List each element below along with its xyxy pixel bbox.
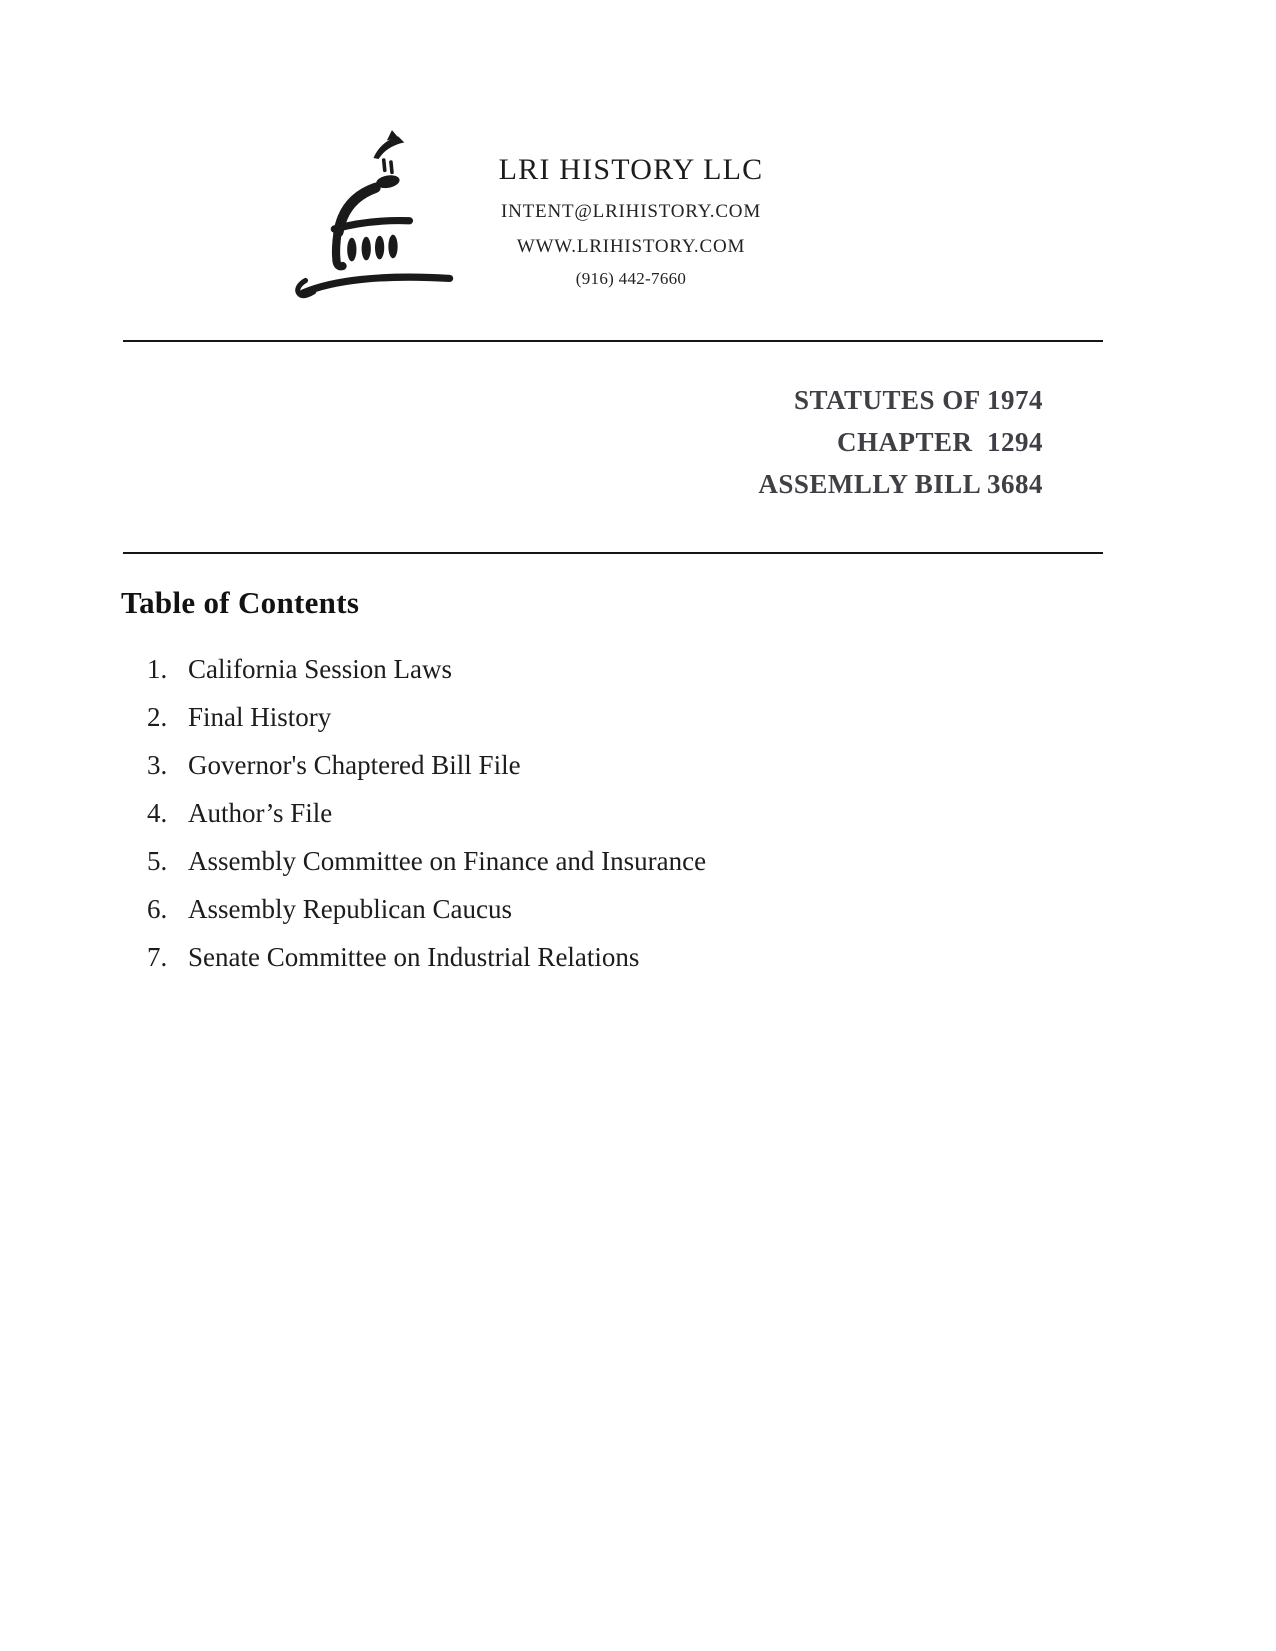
toc-item-number: 4. xyxy=(147,798,168,828)
toc-title: Table of Contents xyxy=(121,585,360,620)
toc-item-number: 1. xyxy=(147,654,168,684)
chapter-line: CHAPTER 1294 xyxy=(836,427,1043,457)
toc-item-number: 7. xyxy=(147,942,168,972)
capitol-dome-icon xyxy=(293,124,458,299)
toc-item-label: California Session Laws xyxy=(188,654,452,684)
toc-item-number: 3. xyxy=(147,750,168,780)
toc-item xyxy=(147,693,1047,741)
company-email: INTENT@LRIHISTORY.COM xyxy=(500,201,762,222)
toc-list xyxy=(147,645,1047,981)
divider-bottom xyxy=(123,552,1103,554)
toc-item xyxy=(147,933,1047,981)
toc-item-label: Governor's Chaptered Bill File xyxy=(188,750,521,780)
company-logo xyxy=(293,124,458,299)
company-website: WWW.LRIHISTORY.COM xyxy=(516,236,746,257)
toc-item xyxy=(147,789,1047,837)
statutes-line: STATUTES OF 1974 xyxy=(793,385,1043,415)
statute-reference-block xyxy=(123,379,1043,505)
divider-top xyxy=(123,340,1103,342)
toc-item-number: 6. xyxy=(147,894,168,924)
toc-item-label: Final History xyxy=(188,702,332,732)
toc-item-number: 5. xyxy=(147,846,168,876)
toc-item-number: 2. xyxy=(147,702,168,732)
toc-item-label: Senate Committee on Industrial Relations xyxy=(188,942,640,972)
toc-item xyxy=(147,741,1047,789)
toc-item-label: Author’s File xyxy=(188,798,333,828)
company-phone: (916) 442-7660 xyxy=(575,269,687,288)
assembly-bill-line: ASSEMLLY BILL 3684 xyxy=(758,469,1043,499)
toc-item-label: Assembly Committee on Finance and Insurance xyxy=(188,846,707,876)
toc-item xyxy=(147,645,1047,693)
toc-item xyxy=(147,837,1047,885)
company-name: LRI HISTORY LLC xyxy=(498,153,764,186)
letterhead xyxy=(461,152,801,289)
toc-item xyxy=(147,885,1047,933)
toc-item-label: Assembly Republican Caucus xyxy=(188,894,512,924)
